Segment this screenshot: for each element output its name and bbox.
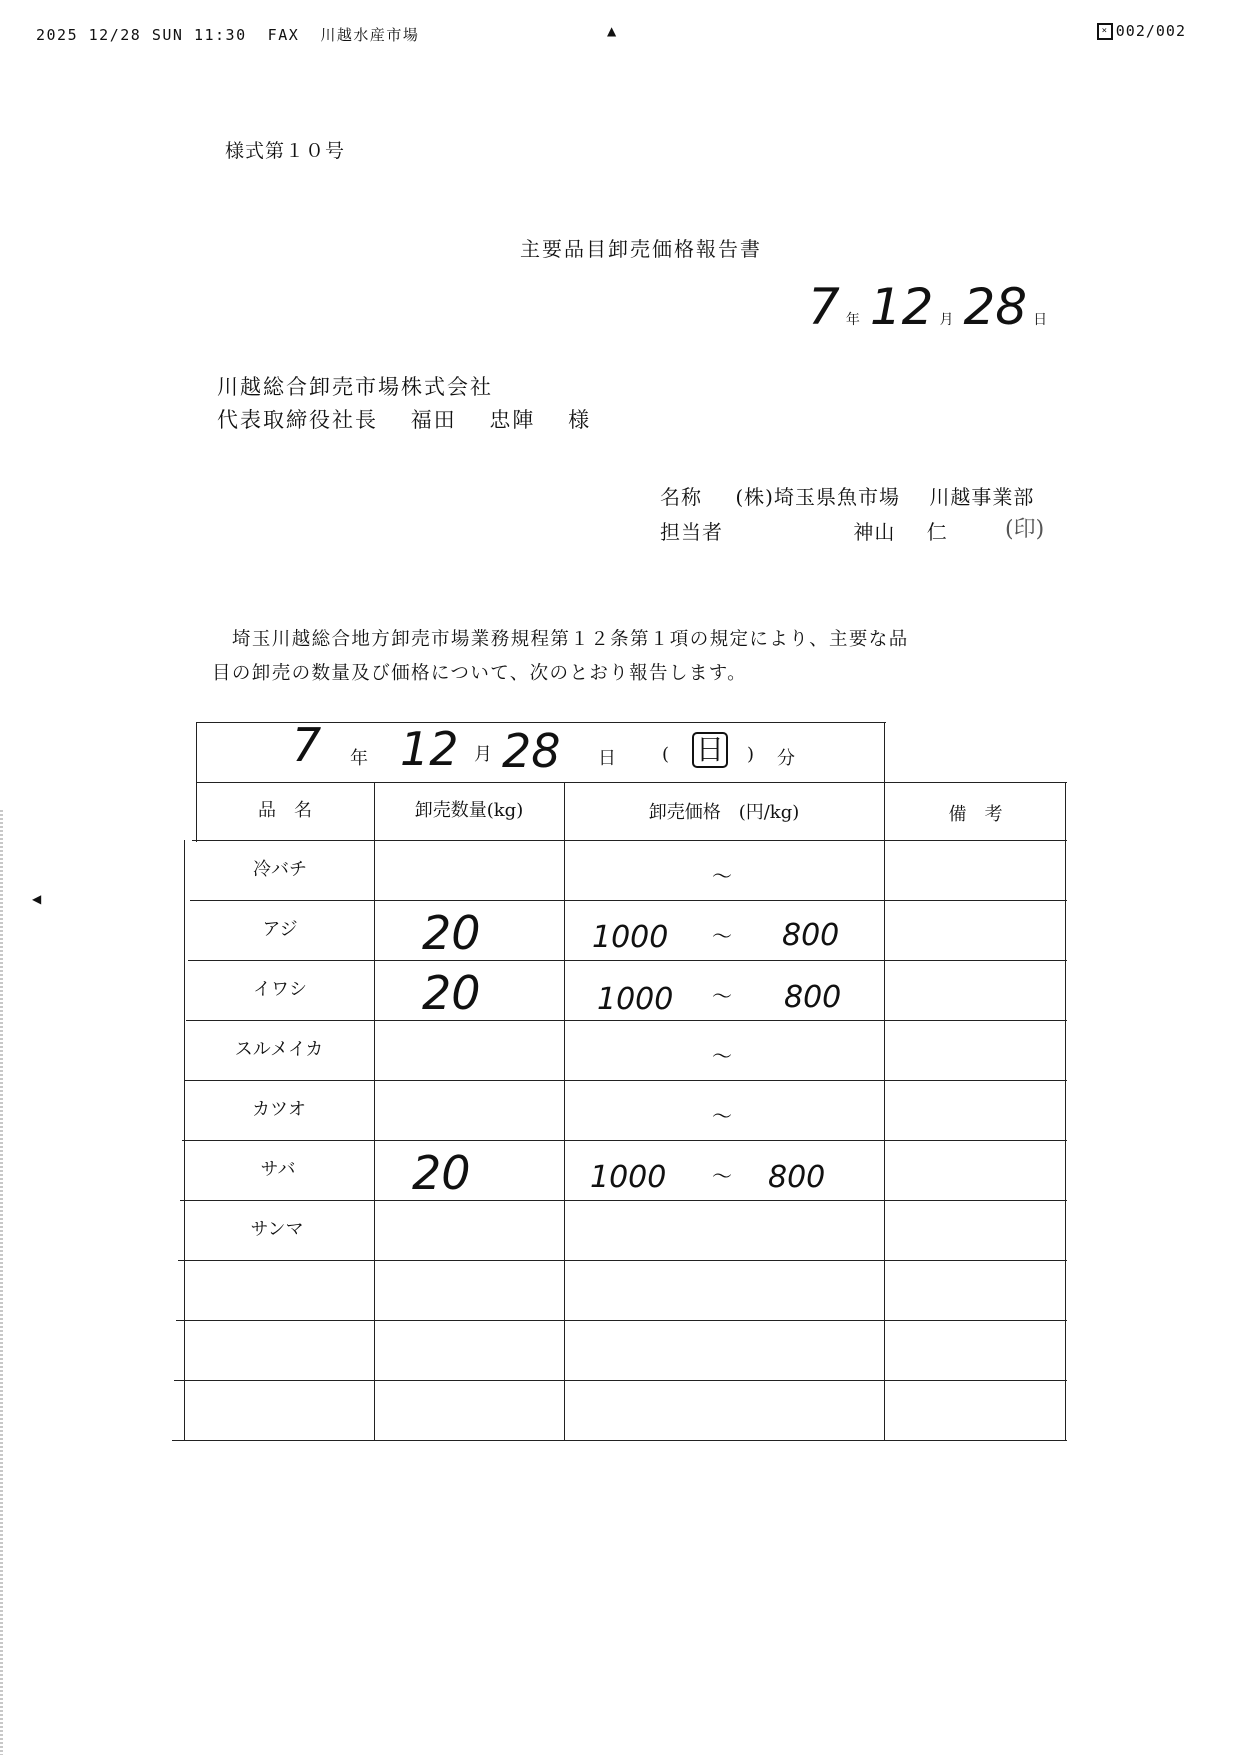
row-quantity: 20 <box>412 1146 471 1200</box>
table-date-month-unit: 月 <box>474 744 492 765</box>
fax-page-counter <box>1097 22 1186 40</box>
row-item: サバ <box>260 1159 296 1180</box>
row-price-separator: ～ <box>712 1104 732 1128</box>
fax-box-icon: × <box>1097 23 1113 40</box>
recipient-surname: 福田 <box>410 408 457 432</box>
table-row-border <box>182 1140 1067 1141</box>
row-item: スルメイカ <box>234 1039 324 1060</box>
row-item: カツオ <box>252 1099 306 1120</box>
report-date-year: 7 <box>808 278 840 336</box>
recipient-position: 代表取締役社長 <box>217 408 378 432</box>
row-price-separator: ～ <box>712 924 732 948</box>
table-row-border <box>176 1320 1067 1321</box>
sender-name-row <box>660 481 1034 510</box>
table-row-border <box>190 900 1067 901</box>
report-date <box>808 278 1057 336</box>
row-quantity: 20 <box>422 906 481 960</box>
row-price-high: 800 <box>784 980 842 1015</box>
sender-person-surname: 神山 <box>853 520 896 544</box>
body-line-1: 埼玉川越総合地方卸売市場業務規程第１２条第１項の規定により、主要な品 <box>232 629 909 650</box>
sender-name-label: 名称 <box>660 485 702 509</box>
table-date-suffix: 分 <box>777 748 795 769</box>
table-row-border <box>184 1080 1067 1081</box>
row-item: サンマ <box>250 1219 304 1240</box>
row-price-separator: ～ <box>712 984 732 1008</box>
row-price-separator: ～ <box>712 1044 732 1068</box>
sender-person-label: 担当者 <box>660 520 723 544</box>
recipient-given-name: 忠陣 <box>489 408 536 432</box>
table-row-border <box>174 1380 1067 1381</box>
triangle-up-icon: ▲ <box>607 24 617 38</box>
table-col-divider <box>374 782 375 1440</box>
table-header-top-border <box>196 782 1067 783</box>
table-header-bottom-border <box>192 840 1067 841</box>
report-date-month: 12 <box>869 278 934 336</box>
row-price-separator: ～ <box>712 864 732 888</box>
header-remarks: 備 考 <box>948 804 1003 825</box>
table-date-day-unit: 日 <box>598 748 616 769</box>
table-bottom-border <box>172 1440 1067 1441</box>
table-date-close-paren: ) <box>747 744 755 765</box>
sender-division: 川越事業部 <box>929 485 1035 509</box>
report-date-day-unit: 日 <box>1033 312 1048 328</box>
row-quantity: 20 <box>422 966 481 1020</box>
table-col-divider <box>884 722 885 1440</box>
row-price-separator: ～ <box>712 1164 732 1188</box>
recipient-company: 川越総合卸売市場株式会社 <box>217 375 493 399</box>
row-price-low: 1000 <box>592 920 669 955</box>
row-price-high: 800 <box>782 918 840 953</box>
fax-page-number: 002/002 <box>1115 22 1186 40</box>
header-price: 卸売価格 (円/kg) <box>648 802 800 823</box>
row-item: アジ <box>262 919 298 940</box>
triangle-left-icon: ◀ <box>32 892 42 906</box>
sender-name-value: (株)埼玉県魚市場 <box>735 485 900 509</box>
body-line-2: 目の卸売の数量及び価格について、次のとおり報告します。 <box>212 663 748 684</box>
report-date-year-unit: 年 <box>845 312 860 328</box>
header-quantity: 卸売数量(kg) <box>414 800 524 821</box>
row-item: 冷バチ <box>253 859 307 880</box>
table-row-border <box>188 960 1067 961</box>
report-date-day: 28 <box>963 278 1028 336</box>
recipient-honorific: 様 <box>568 408 592 432</box>
table-left-border <box>184 840 185 1440</box>
table-row-border <box>180 1200 1067 1201</box>
scan-edge-line <box>0 810 3 1755</box>
table-date-year-unit: 年 <box>350 748 368 769</box>
table-date-year: 7 <box>292 718 322 772</box>
table-date-open-paren: ( <box>662 744 670 765</box>
table-left-border <box>196 722 197 842</box>
table-date-month: 12 <box>400 722 459 776</box>
row-price-low: 1000 <box>590 1160 667 1195</box>
fax-header-line: 2025 12/28 SUN 11:30 FAX 川越水産市場 <box>36 26 420 44</box>
sender-person-row <box>660 516 948 545</box>
table-date-weekday: 日 <box>692 732 728 768</box>
table-col-divider <box>564 782 565 1440</box>
form-number: 様式第１０号 <box>225 140 346 162</box>
sender-person-given: 仁 <box>926 520 948 544</box>
row-price-high: 800 <box>768 1160 826 1195</box>
table-right-border <box>1065 782 1066 1440</box>
table-row-border <box>186 1020 1067 1021</box>
price-table <box>172 718 1067 1445</box>
row-item: イワシ <box>253 979 307 1000</box>
table-date-day: 28 <box>502 724 561 778</box>
row-price-low: 1000 <box>597 982 674 1017</box>
document-title: 主要品目卸売価格報告書 <box>520 237 762 261</box>
seal-stamp: (印) <box>1005 517 1045 542</box>
header-item: 品 名 <box>258 800 312 821</box>
table-row-border <box>178 1260 1067 1261</box>
report-date-month-unit: 月 <box>939 312 954 328</box>
recipient-person <box>217 404 615 434</box>
